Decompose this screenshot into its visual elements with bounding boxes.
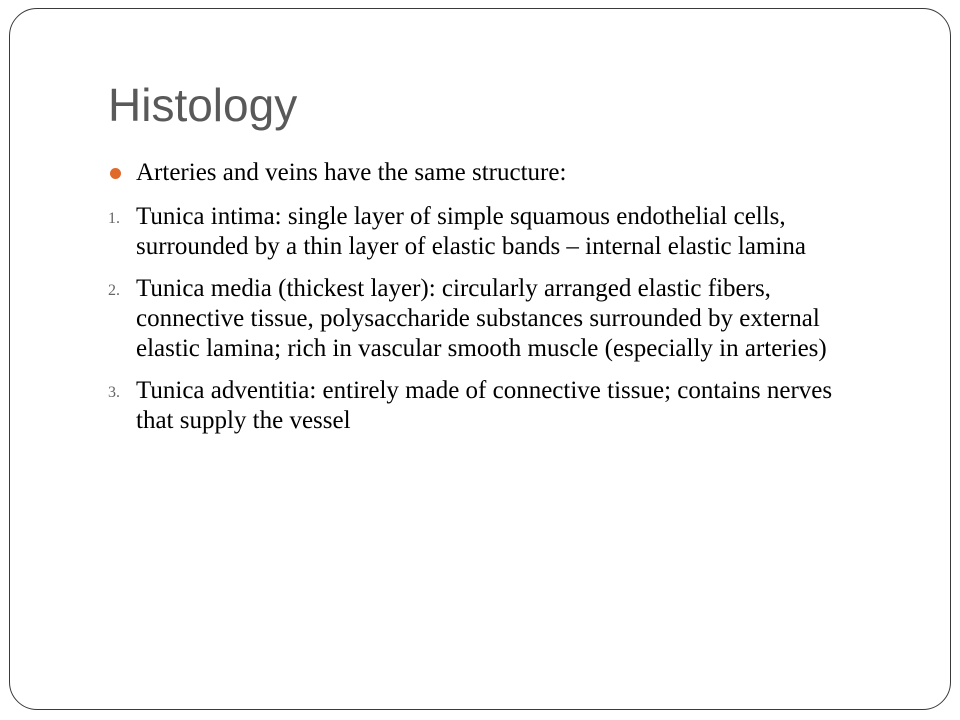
slide-title: Histology <box>108 79 298 131</box>
item-number-2: 2. <box>108 282 120 299</box>
slide-body <box>108 158 868 436</box>
item-text-3: Tunica adventitia: entirely made of connective tissue; contains nerves that supply the vessel <box>136 377 833 434</box>
numbered-item-1 <box>108 202 868 262</box>
item-text-1: Tunica intima: single layer of simple squamous endothelial cells, surrounded by a thin layer of elastic bands – internal elastic lamina <box>136 203 806 260</box>
item-number-1: 1. <box>108 210 120 227</box>
item-number-3: 3. <box>108 384 120 401</box>
item-text-2: Tunica media (thickest layer): circularly arranged elastic fibers, connective tissue, polysaccharide substances surrounded by external elastic lamina; rich in vascular smooth muscle (especially in arteries) <box>136 275 827 362</box>
bullet-text: Arteries and veins have the same structure: <box>136 159 567 186</box>
numbered-item-3 <box>108 376 868 436</box>
numbered-item-2 <box>108 274 868 364</box>
bullet-item <box>108 158 868 188</box>
bullet-dot-icon <box>110 168 121 179</box>
